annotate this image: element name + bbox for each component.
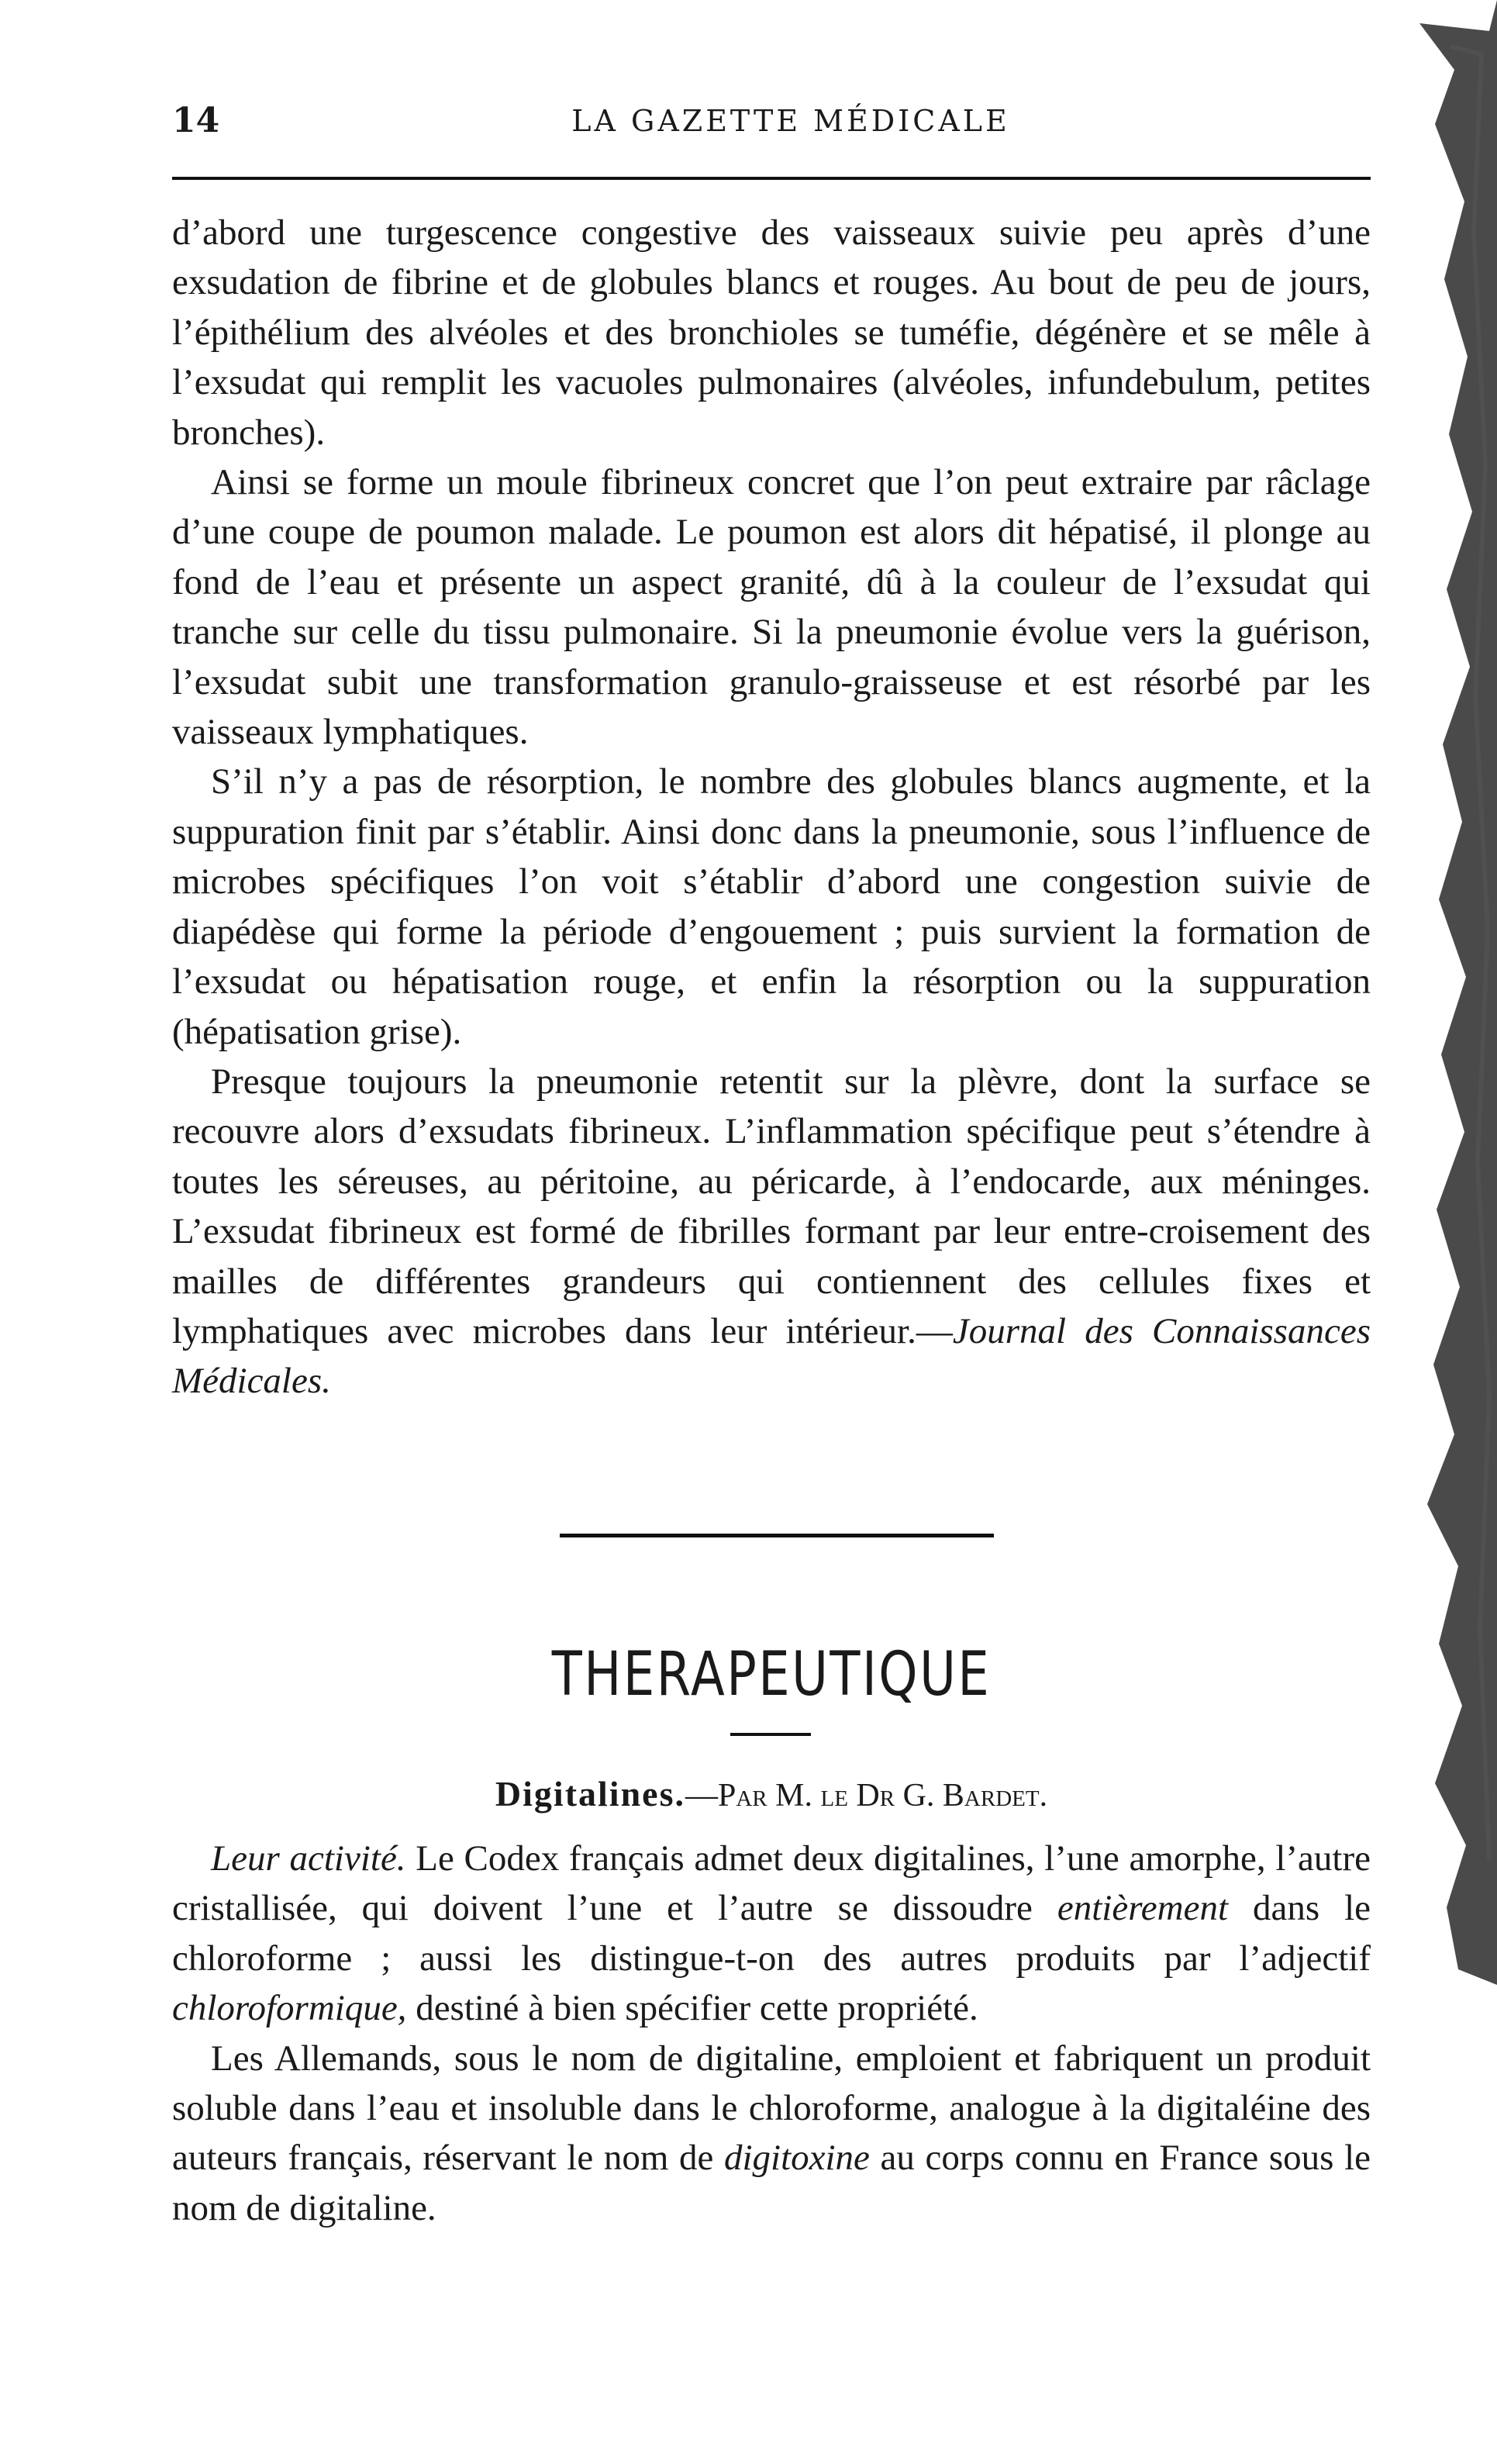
page-number: 14 (172, 101, 220, 140)
paragraph (172, 2034, 1371, 2234)
article-text (172, 1834, 1371, 2233)
article-continued-text (172, 208, 1371, 1406)
paragraph-text: Presque toujours la pneumonie retentit sur la plèvre, dont la surface se recouvre alors d’exsudats fibrineux. L’inflammation spécifique peut s’étendre à toutes les séreuses, au péritoine, au péricarde, à l’endocarde, aux méninges. L’exsudat fibrineux est formé de fibrilles formant par leur entre-croisement des mailles de différentes grandeurs qui contiennent des cellules fixes et lymphatiques avec microbes dans leur intérieur.— (172, 1061, 1371, 1351)
header-rule (172, 177, 1371, 180)
article-byline: —Par M. le Dr G. Bardet. (685, 1778, 1048, 1813)
paragraph-text: Le Codex français admet deux digitalines, l’une amorphe, l’autre cristallisée, qui doivent l’une et l’autre se dissoudre (172, 1838, 1371, 1929)
paragraph-text: au corps connu en France sous le nom de digitaline. (172, 2138, 1371, 2228)
emphasis: digitoxine (723, 2138, 870, 2179)
paragraph-text: dans le chloroforme ; aussi les distingue-t-on des autres produits par l’adjectif (172, 1888, 1371, 1979)
paragraph-lead: Leur activité. (211, 1838, 406, 1879)
section-title: THERAPEUTIQUE (551, 1640, 992, 1710)
article-title: Digitalines. (495, 1774, 685, 1813)
emphasis: entièrement (1057, 1888, 1228, 1929)
running-title: LA GAZETTE MÉDICALE (571, 104, 1010, 138)
paragraph: S’il n’y a pas de résorption, le nombre des globules blancs augmente, et la suppuration finit par s’établir. Ainsi donc dans la pneumonie, sous l’influence de microbes spécifiques l’on voit s’établir d’abord une congestion suivie de diapédèse qui forme la période d’engouement ; puis survient la formation de l’exsudat ou hépatisation rouge, et enfin la résorption ou la suppuration (hépatisation grise). (172, 761, 1371, 1052)
article-heading (172, 1769, 1371, 1820)
source-citation: Journal des Connaissances Médicales. (172, 1310, 1371, 1402)
paragraph: Ainsi se forme un moule fibrineux concret que l’on peut extraire par râclage d’une coupe de poumon malade. Le poumon est alors dit hépatisé, il plonge au fond de l’eau et présente un aspect granité, dû à la couleur de l’exsudat qui tranche sur celle du tissu pulmonaire. Si la pneumonie évolue vers la guérison, l’exsudat subit une transformation granulo-graisseuse et est résorbé par les vaisseaux lymphatiques. (172, 462, 1371, 753)
paragraph-text: Les Allemands, sous le nom de digitaline, emploient et fabriquent un produit soluble dans l’eau et insoluble dans le chloroforme, analogue à la digitaléine des auteurs français, réservant le nom de (172, 2038, 1371, 2179)
scanned-page-edge (1373, 0, 1497, 1985)
emphasis: chloroformique, (172, 1988, 407, 2029)
paragraph-text: destiné à bien spécifier cette propriété. (406, 1988, 978, 2029)
section-title-rule (730, 1733, 811, 1736)
paragraph (172, 1057, 1371, 1406)
paragraph: d’abord une turgescence congestive des vaisseaux suivie peu après d’une exsudation de fibrine et de globules blancs et rouges. Au bout de peu de jours, l’épithélium des alvéoles et des bronchioles se tuméfie, dégénère et se mêle à l’exsudat qui remplit les vacuoles pulmonaires (alvéoles, infundebulum, petites bronches). (172, 212, 1371, 453)
paragraph (172, 1834, 1371, 2034)
article-end-rule (560, 1534, 994, 1537)
